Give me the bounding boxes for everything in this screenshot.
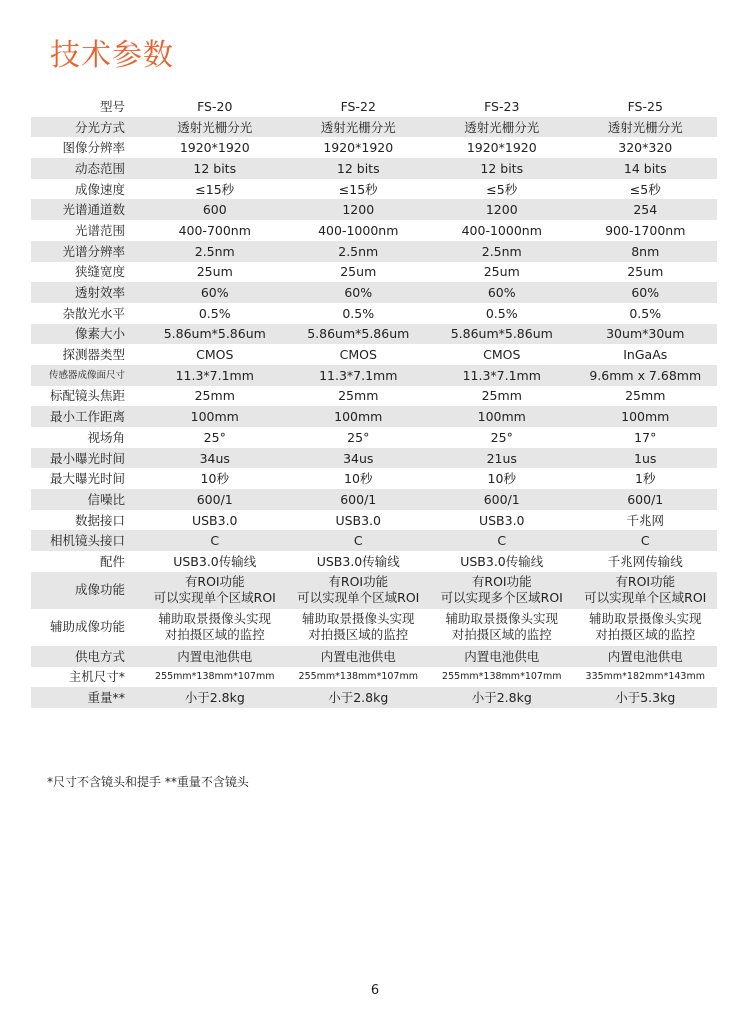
table-row — [31, 117, 717, 138]
row-label: 最大曝光时间 — [49, 471, 125, 487]
row-label: 光谱范围 — [74, 222, 125, 238]
row-label: 配件 — [99, 553, 125, 569]
row-label: 重量** — [31, 687, 143, 708]
table-row — [31, 158, 717, 179]
cell-value — [143, 609, 287, 646]
row-label: 最小曝光时间 — [31, 448, 143, 469]
cell-value: 1us — [574, 448, 718, 469]
cell-value: 0.5% — [198, 305, 231, 321]
cell-value: 320*320 — [618, 140, 673, 156]
table-row — [31, 448, 717, 469]
page-number: 6 — [370, 983, 380, 998]
cell-line: 对拍摄区域的监控 — [164, 627, 265, 643]
table-row — [31, 241, 717, 262]
model-header: FS-25 — [627, 98, 663, 114]
row-label: 视场角 — [87, 429, 125, 445]
cell-value — [143, 572, 287, 609]
cell-value: USB3.0 — [191, 512, 238, 528]
cell-value: USB3.0传输线 — [316, 553, 400, 569]
cell-value: 小于5.3kg — [574, 687, 718, 708]
table-row — [31, 262, 717, 283]
cell-value: 60% — [287, 282, 431, 303]
table-row — [31, 551, 717, 572]
row-label: 相机镜头接口 — [31, 530, 143, 551]
table-row — [31, 344, 717, 365]
cell-value: 25mm — [194, 388, 235, 404]
row-label: 最小工作距离 — [31, 406, 143, 427]
cell-value: USB3.0 — [335, 512, 382, 528]
cell-value: USB3.0 — [478, 512, 525, 528]
cell-value: 12 bits — [143, 158, 287, 179]
cell-value: 25mm — [338, 388, 379, 404]
cell-value: 透射光栅分光 — [143, 117, 287, 138]
cell-value: 25mm — [625, 388, 666, 404]
cell-value: 34us — [287, 448, 431, 469]
table-row — [31, 489, 717, 510]
row-label: 狭缝宽度 — [74, 264, 125, 280]
cell-value: 60% — [143, 282, 287, 303]
cell-value: CMOS — [339, 347, 377, 363]
cell-value: 25° — [490, 429, 513, 445]
cell-value: 25um — [340, 264, 377, 280]
header-label: 型号 — [99, 98, 125, 114]
cell-value: 600/1 — [287, 489, 431, 510]
cell-value: 600/1 — [143, 489, 287, 510]
spec-table — [31, 96, 717, 708]
row-label: 成像功能 — [31, 572, 143, 609]
cell-line: 有ROI功能 — [184, 574, 245, 590]
row-label: 传感器成像面尺寸 — [31, 365, 143, 386]
cell-value: 内置电池供电 — [143, 646, 287, 667]
row-label: 图像分辨率 — [62, 140, 125, 156]
table-row — [31, 282, 717, 303]
row-label: 探测器类型 — [62, 347, 125, 363]
page-title: 技术参数 — [50, 38, 174, 73]
cell-value: 30um*30um — [574, 324, 718, 345]
cell-value: 335mm*182mm*143mm — [585, 671, 705, 683]
cell-value: 2.5nm — [430, 241, 574, 262]
cell-line: 辅助取景摄像头实现 — [158, 611, 271, 627]
cell-value: 600/1 — [574, 489, 718, 510]
cell-value: 400-700nm — [178, 222, 251, 238]
cell-value: 5.86um*5.86um — [430, 324, 574, 345]
cell-value: 内置电池供电 — [574, 646, 718, 667]
cell-value: 10秒 — [487, 471, 516, 487]
cell-value: 254 — [574, 199, 718, 220]
table-row — [31, 365, 717, 386]
table-row — [31, 687, 717, 708]
cell-value: 1200 — [287, 199, 431, 220]
cell-line: 对拍摄区域的监控 — [308, 627, 409, 643]
row-label: 数据接口 — [74, 512, 125, 528]
cell-value — [287, 609, 431, 646]
table-row — [31, 324, 717, 345]
cell-value: 100mm — [430, 406, 574, 427]
row-label: 标配镜头焦距 — [49, 388, 125, 404]
cell-value: 0.5% — [629, 305, 662, 321]
cell-value: 千兆网 — [626, 512, 664, 528]
cell-line: 可以实现多个区域ROI — [440, 590, 563, 606]
cell-value: 12 bits — [287, 158, 431, 179]
cell-value — [574, 609, 718, 646]
table-row — [31, 406, 717, 427]
cell-value: 2.5nm — [143, 241, 287, 262]
cell-value: 10秒 — [344, 471, 373, 487]
model-header: FS-22 — [340, 98, 376, 114]
spec-table-body — [31, 117, 717, 708]
cell-value: C — [430, 530, 574, 551]
table-row — [31, 530, 717, 551]
cell-value: USB3.0传输线 — [173, 553, 257, 569]
cell-value: 1920*1920 — [323, 140, 394, 156]
cell-value: 5.86um*5.86um — [287, 324, 431, 345]
cell-value: 100mm — [287, 406, 431, 427]
cell-value: 60% — [430, 282, 574, 303]
row-label: 成像速度 — [74, 181, 125, 197]
cell-value: 千兆网传输线 — [607, 553, 683, 569]
cell-value: CMOS — [483, 347, 521, 363]
cell-value: 25um — [627, 264, 664, 280]
cell-value: 34us — [143, 448, 287, 469]
cell-value — [574, 572, 718, 609]
cell-value: ≤5秒 — [486, 181, 518, 197]
row-label: 透射效率 — [31, 282, 143, 303]
row-label: 辅助成像功能 — [49, 619, 125, 635]
cell-value: 60% — [574, 282, 718, 303]
cell-line: 可以实现单个区域ROI — [584, 590, 707, 606]
table-row — [31, 572, 717, 609]
cell-value — [430, 609, 574, 646]
cell-value: 小于2.8kg — [430, 687, 574, 708]
cell-value: 25° — [347, 429, 370, 445]
cell-value: C — [574, 530, 718, 551]
cell-value: 小于2.8kg — [287, 687, 431, 708]
cell-value: 21us — [430, 448, 574, 469]
table-row — [31, 137, 717, 158]
cell-value: 400-1000nm — [318, 222, 399, 238]
cell-line: 有ROI功能 — [328, 574, 389, 590]
cell-value: 600/1 — [430, 489, 574, 510]
cell-value: 400-1000nm — [461, 222, 542, 238]
row-label: 信噪比 — [31, 489, 143, 510]
cell-value: InGaAs — [623, 347, 668, 363]
cell-value: 14 bits — [574, 158, 718, 179]
cell-line: 辅助取景摄像头实现 — [445, 611, 558, 627]
cell-value: ≤15秒 — [195, 181, 235, 197]
cell-value: CMOS — [196, 347, 234, 363]
cell-line: 对拍摄区域的监控 — [451, 627, 552, 643]
cell-value: 10秒 — [200, 471, 229, 487]
table-row — [31, 609, 717, 646]
cell-value: ≤15秒 — [338, 181, 378, 197]
cell-value: 17° — [634, 429, 657, 445]
cell-value: USB3.0传输线 — [460, 553, 544, 569]
cell-value: 12 bits — [430, 158, 574, 179]
row-label: 分光方式 — [31, 117, 143, 138]
table-row — [31, 510, 717, 531]
cell-value: 11.3*7.1mm — [143, 365, 287, 386]
cell-value: 1秒 — [635, 471, 656, 487]
cell-value — [287, 572, 431, 609]
cell-value — [430, 572, 574, 609]
cell-value: 小于2.8kg — [143, 687, 287, 708]
footnote: *尺寸不含镜头和提手 **重量不含镜头 — [47, 775, 249, 789]
cell-value: 25° — [203, 429, 226, 445]
table-row — [31, 303, 717, 324]
row-label: 杂散光水平 — [62, 305, 125, 321]
table-row — [31, 427, 717, 448]
cell-line: 可以实现单个区域ROI — [153, 590, 276, 606]
cell-value: 2.5nm — [287, 241, 431, 262]
cell-line: 辅助取景摄像头实现 — [588, 611, 702, 627]
cell-value: 5.86um*5.86um — [143, 324, 287, 345]
row-label: 光谱分辨率 — [31, 241, 143, 262]
row-label: 动态范围 — [31, 158, 143, 179]
cell-value: 内置电池供电 — [287, 646, 431, 667]
cell-value: 透射光栅分光 — [287, 117, 431, 138]
cell-value: 透射光栅分光 — [430, 117, 574, 138]
cell-line: 对拍摄区域的监控 — [595, 627, 696, 643]
cell-value: 600 — [143, 199, 287, 220]
cell-value: 100mm — [143, 406, 287, 427]
cell-value: 25mm — [481, 388, 522, 404]
cell-value: 25um — [483, 264, 520, 280]
row-label: 主机尺寸* — [68, 669, 125, 685]
table-row — [31, 179, 717, 200]
model-header: FS-20 — [197, 98, 233, 114]
cell-value: 25um — [196, 264, 233, 280]
row-label: 光谱通道数 — [31, 199, 143, 220]
cell-value: 1920*1920 — [179, 140, 250, 156]
cell-value: 透射光栅分光 — [574, 117, 718, 138]
cell-value: 0.5% — [485, 305, 518, 321]
cell-value: 255mm*138mm*107mm — [155, 671, 275, 683]
cell-value: 11.3*7.1mm — [430, 365, 574, 386]
table-row — [31, 199, 717, 220]
table-row — [31, 468, 717, 489]
cell-value: 1200 — [430, 199, 574, 220]
cell-value: ≤5秒 — [629, 181, 661, 197]
cell-value: 11.3*7.1mm — [287, 365, 431, 386]
cell-value: 9.6mm x 7.68mm — [574, 365, 718, 386]
cell-value: 8nm — [574, 241, 718, 262]
table-row — [31, 220, 717, 241]
cell-value: 内置电池供电 — [430, 646, 574, 667]
cell-line: 可以实现单个区域ROI — [297, 590, 420, 606]
cell-line: 有ROI功能 — [615, 574, 676, 590]
cell-value: 255mm*138mm*107mm — [298, 671, 418, 683]
cell-value: 900-1700nm — [605, 222, 686, 238]
cell-value: C — [287, 530, 431, 551]
cell-value: 100mm — [574, 406, 718, 427]
table-row — [31, 667, 717, 688]
model-header: FS-23 — [484, 98, 520, 114]
cell-value: C — [143, 530, 287, 551]
cell-value: 255mm*138mm*107mm — [442, 671, 562, 683]
cell-value: 1920*1920 — [466, 140, 537, 156]
cell-value: 0.5% — [342, 305, 375, 321]
table-row — [31, 646, 717, 667]
row-label: 供电方式 — [31, 646, 143, 667]
row-label: 像素大小 — [31, 324, 143, 345]
cell-line: 辅助取景摄像头实现 — [301, 611, 415, 627]
table-row — [31, 386, 717, 407]
cell-line: 有ROI功能 — [471, 574, 532, 590]
table-header-row — [31, 96, 717, 117]
